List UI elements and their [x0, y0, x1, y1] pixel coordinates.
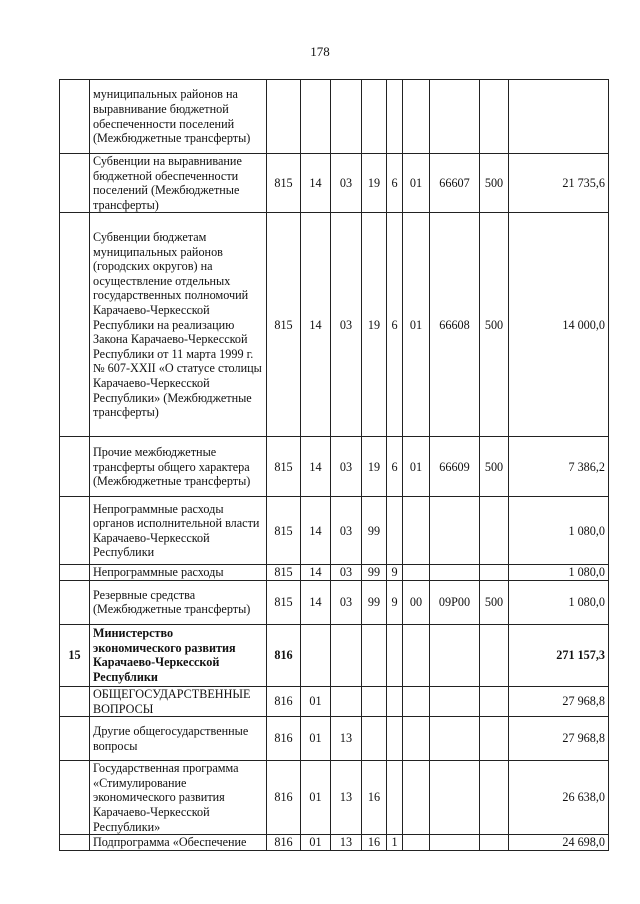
code-expense-type	[480, 761, 509, 835]
code-section: 01	[301, 686, 331, 716]
code-section: 14	[301, 437, 331, 497]
code-subsection	[331, 686, 362, 716]
row-index	[60, 437, 90, 497]
code-subsection: 13	[331, 761, 362, 835]
code-admin: 815	[267, 565, 301, 581]
row-description: Министерство экономического развития Карачаево-Черкесской Республики	[90, 624, 267, 686]
code-activity: 01	[403, 213, 430, 437]
code-direction: 66607	[430, 154, 480, 213]
code-expense-type: 500	[480, 213, 509, 437]
table-row	[60, 835, 609, 851]
code-admin: 816	[267, 717, 301, 761]
row-description: Резервные средства (Межбюджетные трансферты)	[90, 580, 267, 624]
code-program: 99	[362, 497, 387, 565]
code-program: 99	[362, 580, 387, 624]
code-subprogram: 9	[387, 580, 403, 624]
code-expense-type: 500	[480, 580, 509, 624]
code-direction	[430, 761, 480, 835]
code-expense-type	[480, 717, 509, 761]
code-expense-type	[480, 497, 509, 565]
row-index	[60, 835, 90, 851]
code-expense-type	[480, 835, 509, 851]
code-section: 01	[301, 717, 331, 761]
code-expense-type: 500	[480, 437, 509, 497]
row-amount: 7 386,2	[509, 437, 609, 497]
code-subsection: 03	[331, 213, 362, 437]
row-amount: 24 698,0	[509, 835, 609, 851]
table-row	[60, 686, 609, 716]
code-program: 19	[362, 213, 387, 437]
row-index	[60, 80, 90, 154]
code-activity	[403, 497, 430, 565]
code-program: 19	[362, 437, 387, 497]
code-section: 14	[301, 497, 331, 565]
code-admin: 816	[267, 761, 301, 835]
row-index	[60, 565, 90, 581]
code-admin: 815	[267, 437, 301, 497]
code-activity	[403, 624, 430, 686]
code-program: 16	[362, 761, 387, 835]
code-direction	[430, 80, 480, 154]
row-index: 15	[60, 624, 90, 686]
row-description: Непрограммные расходы органов исполнительной власти Карачаево-Черкесской Республики	[90, 497, 267, 565]
code-admin: 815	[267, 497, 301, 565]
code-direction	[430, 497, 480, 565]
code-program: 16	[362, 835, 387, 851]
code-subsection	[331, 624, 362, 686]
row-index	[60, 213, 90, 437]
row-amount: 1 080,0	[509, 580, 609, 624]
code-section: 01	[301, 761, 331, 835]
code-section	[301, 80, 331, 154]
row-amount: 26 638,0	[509, 761, 609, 835]
row-description: Прочие межбюджетные трансферты общего характера (Межбюджетные трансферты)	[90, 437, 267, 497]
table-row	[60, 565, 609, 581]
row-description: Другие общегосударственные вопросы	[90, 717, 267, 761]
code-direction	[430, 565, 480, 581]
row-amount: 14 000,0	[509, 213, 609, 437]
code-section: 14	[301, 154, 331, 213]
code-subsection: 13	[331, 717, 362, 761]
code-subprogram	[387, 497, 403, 565]
row-amount	[509, 80, 609, 154]
table-row	[60, 80, 609, 154]
code-admin: 816	[267, 835, 301, 851]
row-description: муниципальных районов на выравнивание бюджетной обеспеченности поселений (Межбюджетные трансферты)	[90, 80, 267, 154]
code-direction	[430, 835, 480, 851]
row-description: Подпрограмма «Обеспечение	[90, 835, 267, 851]
code-activity	[403, 80, 430, 154]
row-description: Субвенции на выравнивание бюджетной обеспеченности поселений (Межбюджетные трансферты)	[90, 154, 267, 213]
table-row	[60, 717, 609, 761]
row-amount: 1 080,0	[509, 565, 609, 581]
budget-table	[59, 79, 609, 851]
code-expense-type: 500	[480, 154, 509, 213]
row-index	[60, 717, 90, 761]
code-program	[362, 624, 387, 686]
table-row	[60, 580, 609, 624]
row-index	[60, 154, 90, 213]
page-number: 178	[310, 44, 330, 59]
code-subprogram	[387, 686, 403, 716]
code-subprogram: 6	[387, 213, 403, 437]
code-subsection: 03	[331, 565, 362, 581]
table-row	[60, 497, 609, 565]
code-subsection	[331, 80, 362, 154]
code-subprogram: 1	[387, 835, 403, 851]
row-index	[60, 686, 90, 716]
code-subprogram	[387, 761, 403, 835]
table-row	[60, 624, 609, 686]
code-subprogram: 6	[387, 437, 403, 497]
code-section: 14	[301, 565, 331, 581]
row-amount: 271 157,3	[509, 624, 609, 686]
code-activity: 01	[403, 154, 430, 213]
code-program	[362, 717, 387, 761]
code-subprogram	[387, 624, 403, 686]
code-subsection: 03	[331, 154, 362, 213]
code-direction: 66609	[430, 437, 480, 497]
row-amount: 21 735,6	[509, 154, 609, 213]
code-program	[362, 686, 387, 716]
code-activity	[403, 717, 430, 761]
code-subprogram	[387, 80, 403, 154]
code-admin: 815	[267, 213, 301, 437]
table-row	[60, 761, 609, 835]
code-expense-type	[480, 565, 509, 581]
code-activity	[403, 565, 430, 581]
code-expense-type	[480, 624, 509, 686]
code-admin: 816	[267, 624, 301, 686]
row-index	[60, 761, 90, 835]
code-section: 14	[301, 580, 331, 624]
code-admin	[267, 80, 301, 154]
code-subprogram: 9	[387, 565, 403, 581]
row-index	[60, 580, 90, 624]
row-description: Государственная программа «Стимулирование экономического развития Карачаево-Черкесской Республики»	[90, 761, 267, 835]
code-expense-type	[480, 686, 509, 716]
code-section: 01	[301, 835, 331, 851]
code-activity	[403, 761, 430, 835]
row-amount: 27 968,8	[509, 717, 609, 761]
code-direction: 09Р00	[430, 580, 480, 624]
code-activity	[403, 835, 430, 851]
table-row	[60, 437, 609, 497]
row-amount: 1 080,0	[509, 497, 609, 565]
table-row	[60, 213, 609, 437]
code-subsection: 03	[331, 580, 362, 624]
code-activity	[403, 686, 430, 716]
code-direction: 66608	[430, 213, 480, 437]
code-program	[362, 80, 387, 154]
code-direction	[430, 686, 480, 716]
table-row	[60, 154, 609, 213]
code-subsection: 03	[331, 497, 362, 565]
row-description: Субвенции бюджетам муниципальных районов (городских округов) на осуществление отдельных государственных полномочий Карачаево-Черкесской Республики на реализацию Закона Карачаево-Черкесской Республики от 11 марта 1999 г. № 607-XXII «О статусе столицы Карачаево-Черкесской Республики» (Межбюджетные трансферты)	[90, 213, 267, 437]
row-description: Непрограммные расходы	[90, 565, 267, 581]
code-direction	[430, 717, 480, 761]
code-direction	[430, 624, 480, 686]
code-admin: 816	[267, 686, 301, 716]
code-subsection: 03	[331, 437, 362, 497]
row-index	[60, 497, 90, 565]
code-program: 99	[362, 565, 387, 581]
code-admin: 815	[267, 580, 301, 624]
code-program: 19	[362, 154, 387, 213]
code-activity: 01	[403, 437, 430, 497]
row-description: ОБЩЕГОСУДАРСТВЕННЫЕ ВОПРОСЫ	[90, 686, 267, 716]
code-subsection: 13	[331, 835, 362, 851]
code-section: 14	[301, 213, 331, 437]
code-admin: 815	[267, 154, 301, 213]
code-subprogram	[387, 717, 403, 761]
code-section	[301, 624, 331, 686]
code-activity: 00	[403, 580, 430, 624]
row-amount: 27 968,8	[509, 686, 609, 716]
code-subprogram: 6	[387, 154, 403, 213]
code-expense-type	[480, 80, 509, 154]
